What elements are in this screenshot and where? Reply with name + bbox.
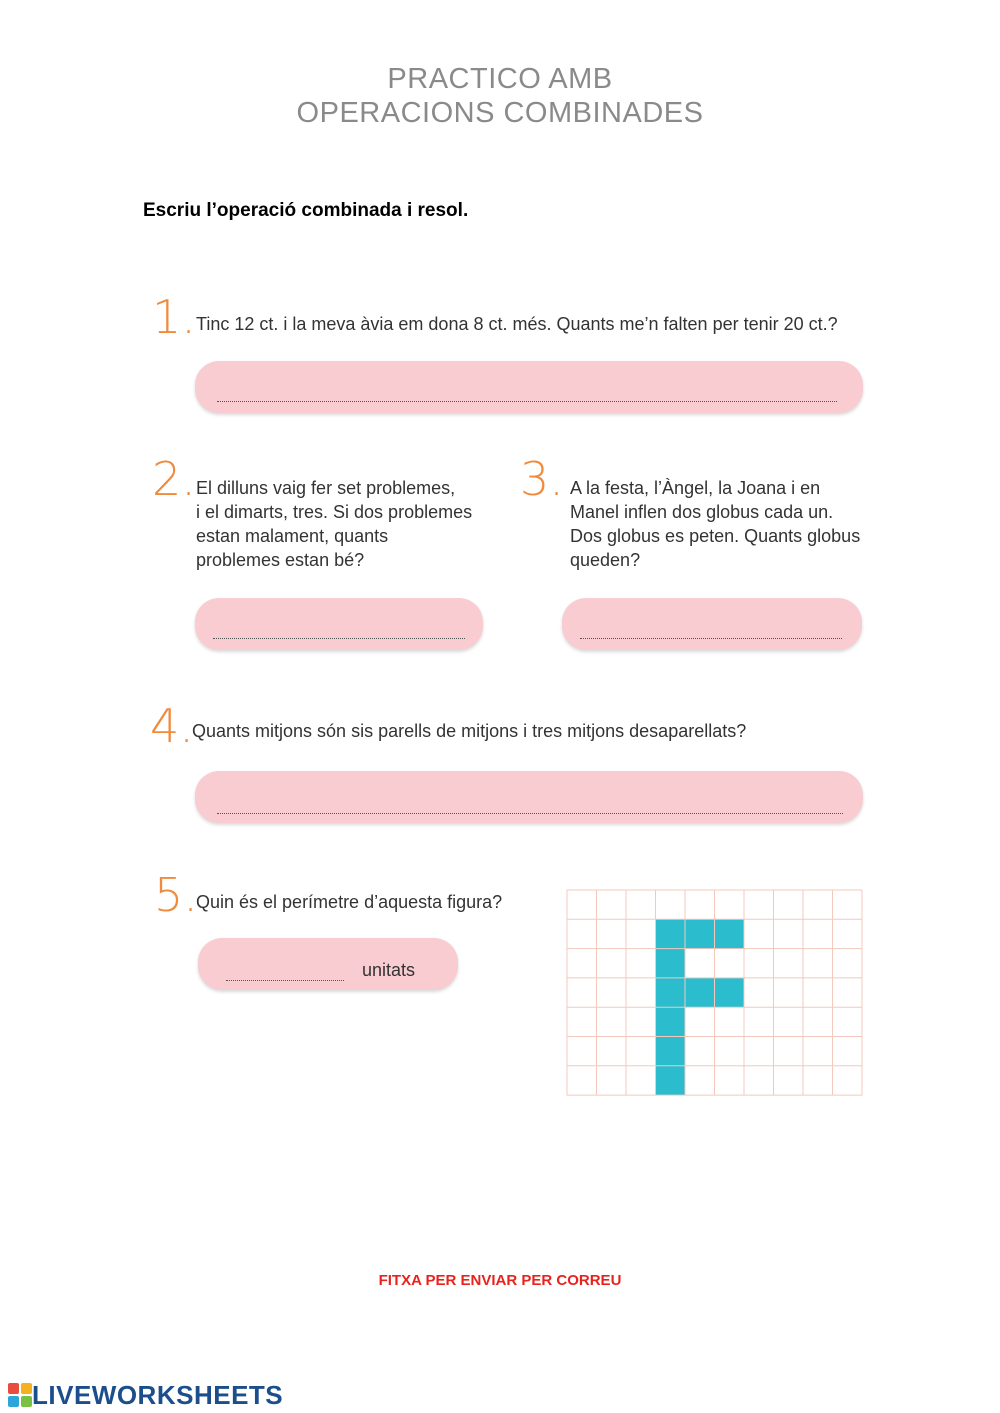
question-2-number: 2. — [152, 452, 196, 506]
question-3-line: queden? — [570, 550, 641, 570]
brand-name: LIVEWORKSHEETS — [32, 1379, 284, 1410]
question-3-text — [570, 476, 860, 572]
answer-field-3[interactable] — [562, 598, 862, 650]
answer-line-1 — [217, 401, 837, 402]
question-5-text: Quin és el perímetre d’aquesta figura? — [196, 892, 503, 912]
unit-label: unitats — [362, 960, 416, 980]
question-4-number: 4. — [150, 699, 194, 753]
question-3-line: Dos globus es peten. Quants globus — [570, 526, 861, 546]
question-2-line: i el dimarts, tres. Si dos problemes — [196, 502, 473, 522]
question-2-line: estan malament, quants — [196, 526, 389, 546]
page-title-line-1: PRACTICO AMB — [387, 63, 613, 95]
brand-icon — [8, 1383, 32, 1407]
figure-filled-cell — [685, 978, 715, 1007]
liveworksheets-logo — [8, 1380, 283, 1410]
question-1-number: 1. — [152, 290, 196, 344]
footer-note: FITXA PER ENVIAR PER CORREU — [378, 1272, 622, 1289]
answer-field-4[interactable] — [195, 771, 863, 823]
figure-filled-cell — [656, 1037, 686, 1066]
answer-line-5[interactable] — [226, 980, 344, 981]
question-2-line: problemes estan bé? — [196, 550, 365, 570]
figure-filled-cell — [656, 919, 686, 948]
question-2-line: El dilluns vaig fer set problemes, — [196, 478, 456, 498]
answer-line-3 — [580, 638, 842, 639]
answer-field-1[interactable] — [195, 361, 863, 413]
answer-line-2 — [213, 638, 465, 639]
page-title-line-2: OPERACIONS COMBINADES — [296, 97, 704, 129]
figure-filled-cell — [656, 978, 686, 1007]
figure-filled-cell — [656, 1007, 686, 1036]
grid-figure-svg — [566, 889, 864, 1105]
answer-field-5[interactable] — [198, 938, 458, 990]
question-3-line: Manel inflen dos globus cada un. — [570, 502, 834, 522]
answer-line-4 — [217, 813, 843, 814]
question-3-line: A la festa, l’Àngel, la Joana i en — [570, 478, 821, 498]
figure-filled-cell — [685, 919, 715, 948]
answer-field-2[interactable] — [195, 598, 483, 650]
figure-filled-cell — [715, 978, 745, 1007]
question-2-text — [196, 476, 472, 572]
question-3-number: 3. — [520, 452, 564, 506]
figure-filled-cell — [656, 1066, 686, 1095]
figure-filled-cell — [656, 949, 686, 978]
figure-filled-cell — [715, 919, 745, 948]
question-4-text: Quants mitjons són sis parells de mitjons i tres mitjons desaparellats? — [192, 721, 747, 741]
instruction: Escriu l’operació combinada i resol. — [143, 200, 469, 221]
question-5-number: 5. — [154, 868, 198, 922]
question-1-text: Tinc 12 ct. i la meva àvia em dona 8 ct. més. Quants me’n falten per tenir 20 ct.? — [196, 314, 838, 334]
perimeter-figure — [566, 889, 864, 1110]
